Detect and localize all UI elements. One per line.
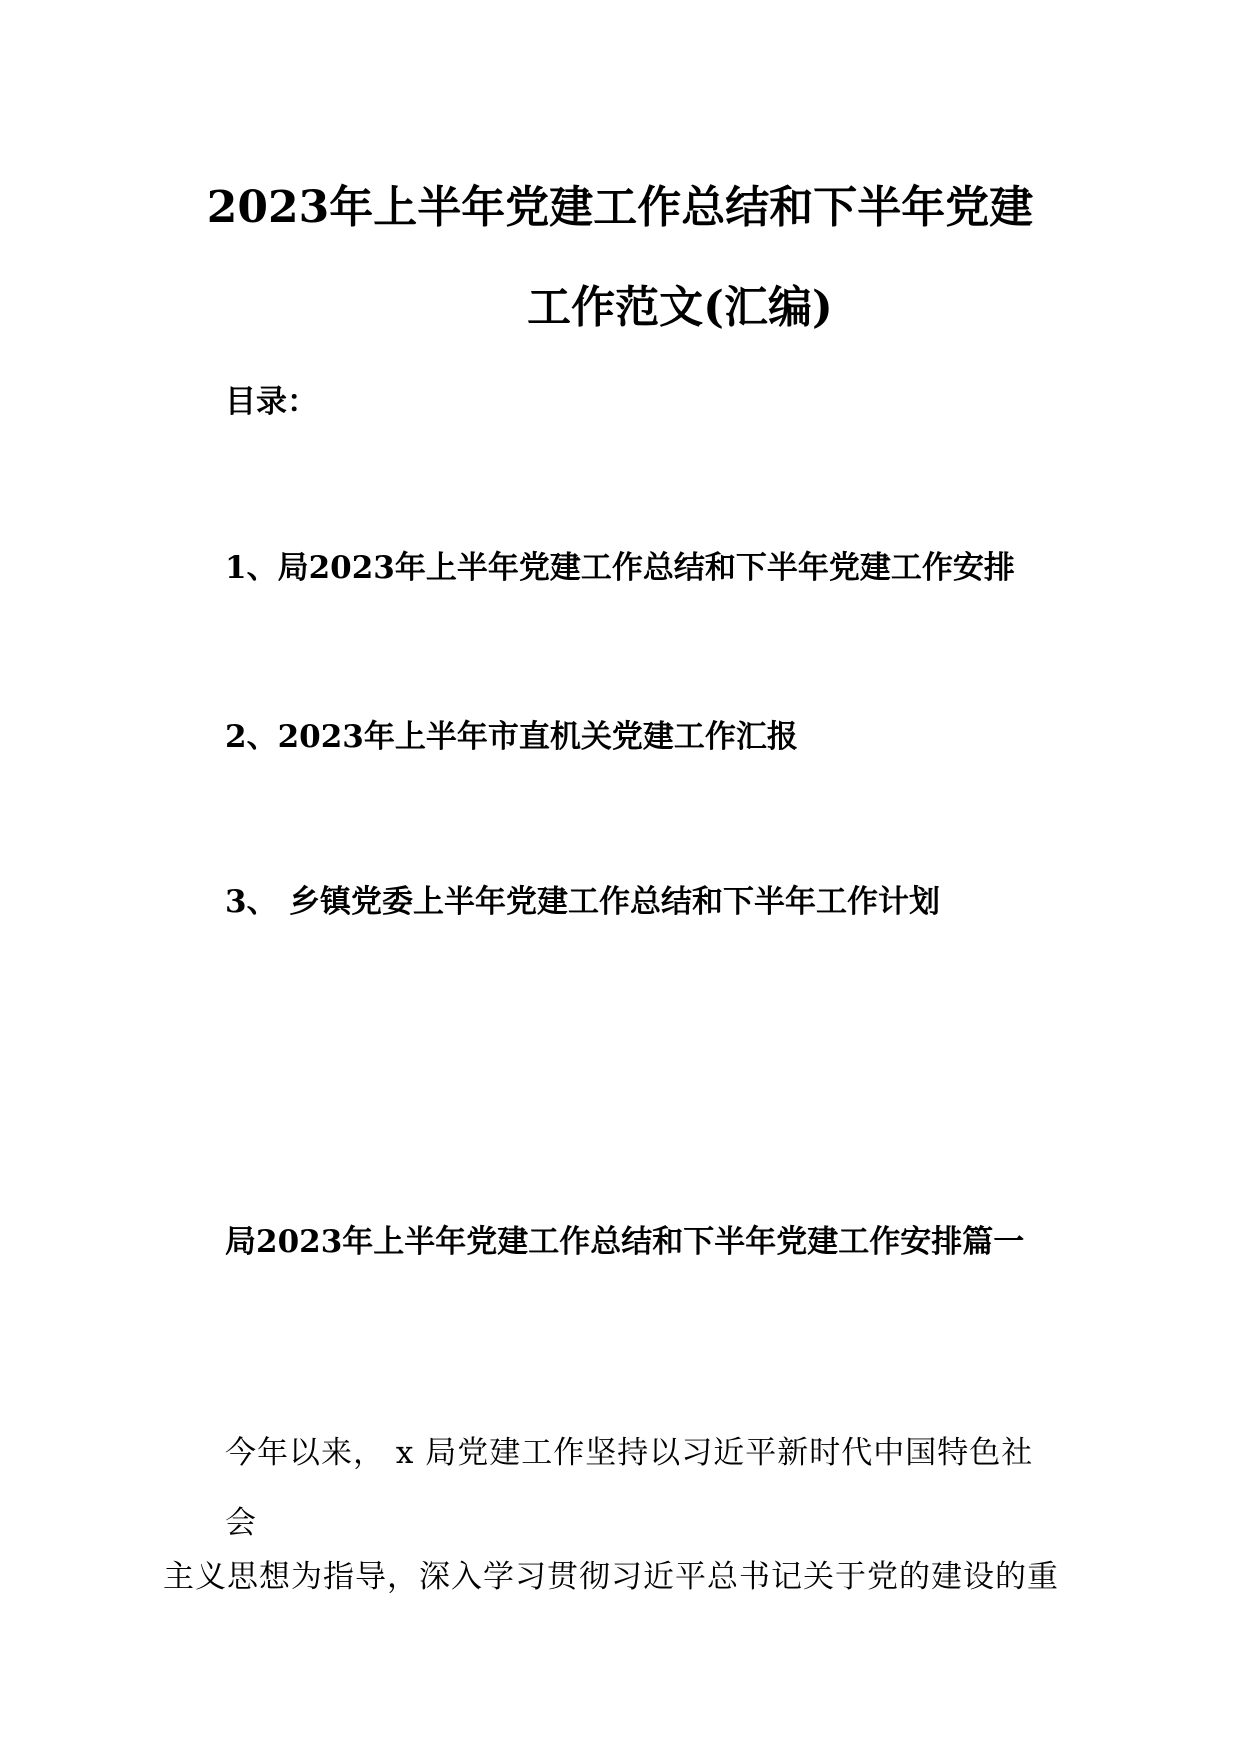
toc-heading: 目录： <box>225 384 318 420</box>
document-title-line-1: 2023年上半年党建工作总结和下半年党建 <box>206 182 1034 233</box>
toc-item-2 <box>225 717 798 757</box>
toc-item-number: 2、 <box>225 719 278 755</box>
section-heading: 局2023年上半年党建工作总结和下半年党建工作安排篇一 <box>225 1224 1025 1260</box>
body-paragraph-1: 今年以来， x 局党建工作坚持以习近平新时代中国特色社会 <box>225 1435 1034 1541</box>
toc-item-3 <box>225 882 940 922</box>
toc-item-number: 3、 <box>225 884 278 920</box>
toc-item-text: 局2023年上半年党建工作总结和下半年党建工作安排 <box>277 550 1015 586</box>
toc-item-text: 2023年上半年市直机关党建工作汇报 <box>277 719 798 755</box>
toc-item-1 <box>225 548 1015 588</box>
body-paragraph-2: 主义思想为指导，深入学习贯彻习近平总书记关于党的建设的重 <box>163 1559 1059 1595</box>
toc-item-number: 1、 <box>225 550 278 586</box>
document-title-line-2: 工作范文(汇编) <box>527 282 833 333</box>
toc-item-text: 乡镇党委上半年党建工作总结和下半年工作计划 <box>289 884 940 920</box>
